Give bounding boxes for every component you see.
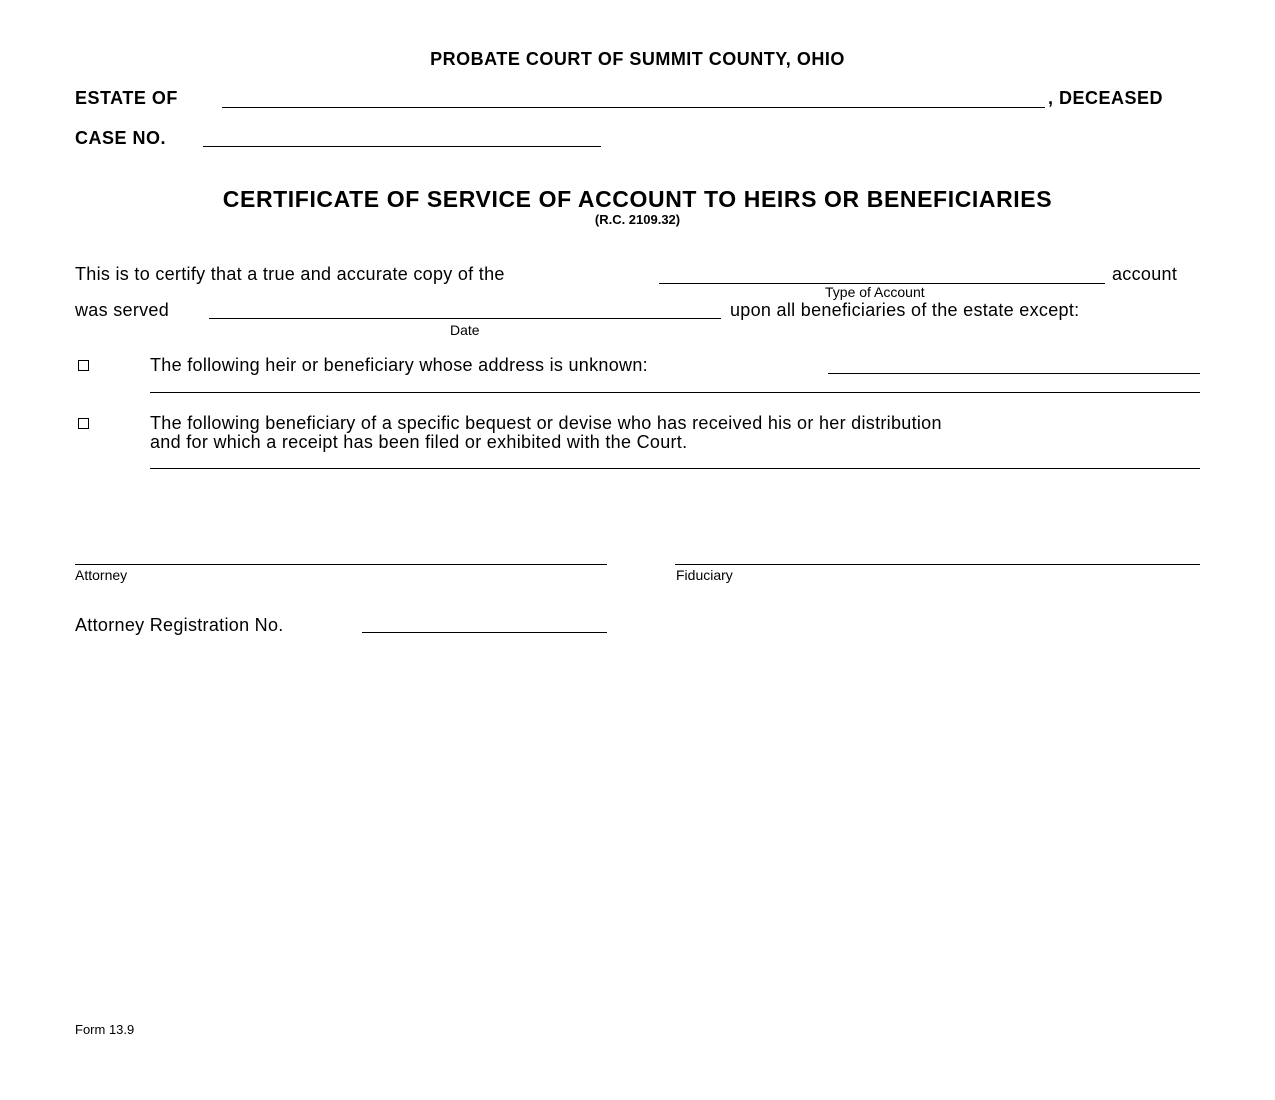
fiduciary-signature-field[interactable] <box>675 564 1200 565</box>
account-word: account <box>1112 264 1178 284</box>
attorney-label: Attorney <box>75 567 128 583</box>
attorney-signature-field[interactable] <box>75 564 607 565</box>
attorney-registration-field[interactable] <box>362 632 607 633</box>
fiduciary-label: Fiduciary <box>676 567 733 583</box>
address-unknown-checkbox[interactable] <box>78 360 89 371</box>
specific-bequest-beneficiary-field[interactable] <box>150 468 1200 469</box>
statute-reference: (R.C. 2109.32) <box>594 212 681 227</box>
form-title: CERTIFICATE OF SERVICE OF ACCOUNT TO HEIRS OR BENEFICIARIES <box>222 186 1053 212</box>
estate-name-field[interactable] <box>222 107 1045 108</box>
case-number-field[interactable] <box>203 146 601 147</box>
exception-address-unknown-text: The following heir or beneficiary whose address is unknown: <box>150 355 648 375</box>
upon-beneficiaries-text: upon all beneficiaries of the estate except: <box>730 300 1080 320</box>
certify-text: This is to certify that a true and accurate copy of the <box>75 264 505 284</box>
exception-specific-bequest-line1: The following beneficiary of a specific bequest or devise who has received his or her distribution <box>150 413 942 433</box>
type-of-account-label: Type of Account <box>825 284 925 300</box>
was-served-text: was served <box>75 300 170 320</box>
form-number: Form 13.9 <box>75 1022 135 1037</box>
attorney-registration-label: Attorney Registration No. <box>75 615 284 635</box>
specific-bequest-checkbox[interactable] <box>78 418 89 429</box>
unknown-address-continuation-field[interactable] <box>150 392 1200 393</box>
unknown-address-beneficiary-field[interactable] <box>828 373 1200 374</box>
deceased-label: , DECEASED <box>1048 88 1164 108</box>
date-label: Date <box>450 322 480 338</box>
exception-specific-bequest-line2: and for which a receipt has been filed or exhibited with the Court. <box>150 432 688 452</box>
date-served-field[interactable] <box>209 318 721 319</box>
court-name: PROBATE COURT OF SUMMIT COUNTY, OHIO <box>430 49 845 69</box>
case-number-label: CASE NO. <box>75 128 167 148</box>
estate-label: ESTATE OF <box>75 88 178 108</box>
